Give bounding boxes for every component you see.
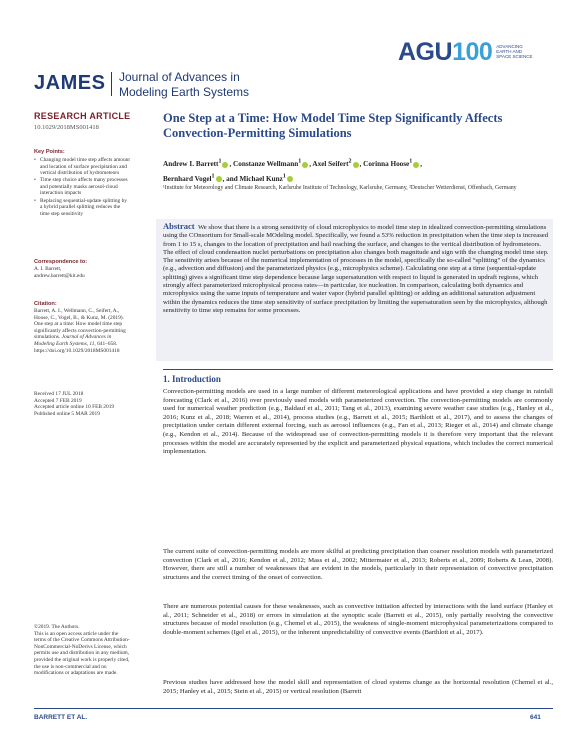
orcid-icon[interactable] — [287, 176, 293, 182]
author: Constanze Wellmann$^1$ , — [233, 159, 313, 169]
author: Michael Kunz$^1$ — [240, 175, 294, 183]
body-paragraph: Convection-permitting models are used in a large number of different meteorological applications and have provided a step change in rainfall forecasting (Clark et al., 2016) over previously used models with parameterized convection. The convection-permitting models are commonly used for numerical weather prediction (e.g., Baldauf et al., 2011; Tang et al., 2013), examining severe weather case studies (e.g., Hanley et al., 2016; Kunz et al., 2018; Warren et al., 2014), process studies (e.g., Barrett et al., 2015; Barthlott et al., 2017), and to assess the changes of precipitation under certain different external forcing, such as aerosol influences (e.g., Fan et al., 2013; Rieger et al., 2014) and climate change (e.g., Kendon et al., 2014). Because of the widespread use of convection-permitting models it is therefore very important that the relevant processes within the model are accurately represented by the explicit and parameterized physical equations, which includes the correct numerical implementation. — [163, 388, 553, 456]
author: Corinna Hoose$^1$ , — [363, 159, 423, 169]
agu-logo-word: AGU — [398, 38, 453, 66]
key-point: • Replacing sequential-update splitting by a hybrid parallel splitting reduces the time step sensitivity — [34, 198, 130, 218]
key-point: • Time step choice affects many processes and potentially masks aerosol-cloud interaction impacts — [34, 177, 130, 197]
article-type: RESEARCH ARTICLE — [34, 111, 131, 121]
doi[interactable]: 10.1029/2018MS001418 — [34, 124, 99, 131]
affiliations: ¹Institute for Meteorology and Climate Research, Karlsruhe Institute of Technology, Karlsruhe, Germany, ²Deutscher Wetterdienst, Offenbach, Germany — [163, 185, 517, 191]
agu-tagline: ADVANCING EARTH AND SPACE SCIENCE — [496, 44, 533, 60]
citation-heading: Citation: — [34, 301, 57, 307]
citation: Barrett, A. I., Wellmann, C., Seifert, A., Hoose, C., Vogel, B., & Kunz, M. (2019). One step at a time: How model time step significantly affects convection-permitting simulations. Journal of Advances in Modeling Earth Systems, 11, 641–658. https://doi.org/10.1029/2018MS001418 — [34, 308, 126, 354]
copyright-notice: ©2019. The Authors. This is an open access article under the terms of the Creative Commons Attribution-NonCommercial-NoDerivs License, which permits use and distribution in any medium, provided the original work is properly cited, the use is non-commercial and no modifications or adaptations are made. — [34, 624, 130, 677]
orcid-icon[interactable] — [302, 162, 308, 168]
abstract-label: Abstract — [163, 221, 195, 231]
author: Andrew I. Barrett$^1$ , — [163, 159, 234, 169]
body-paragraph: The current suite of convection-permitting models are more skilful at predicting precipitation than coarser resolution models with parameterized convection (Clark et al., 2016; Kendon et al., 2012; Mass et al., 2002; Mittermaier et al., 2013; Roberts et al., 2009; Roberts & Lean, 2008). However, there are still a number of weaknesses that are evident in the models, particularly in their representation of convective precipitation structures and the correct timing of the onset of convection. — [163, 548, 553, 581]
section-rule — [163, 369, 553, 370]
orcid-icon[interactable] — [222, 162, 228, 168]
correspondence-heading: Correspondence to: — [34, 259, 88, 265]
body-paragraph: Previous studies have addressed how the model skill and representation of cloud systems change as the horizontal resolution (Chemel et al., 2015; Hanley et al., 2015; Stein et al., 2015) or vertical resolution (Barrett — [163, 679, 553, 695]
abstract — [163, 222, 549, 315]
key-points-heading: Key Points: — [34, 149, 65, 155]
footer-running-head: BARRETT ET AL. — [34, 714, 88, 721]
article-dates: Received 17 JUL 2018 Accepted 7 FEB 2019 Accepted article online 10 FEB 2019 Published online 5 MAR 2019 — [34, 391, 115, 417]
section-heading: 1. Introduction — [163, 374, 221, 384]
journal-separator — [111, 72, 112, 96]
abstract-text: We show that there is a strong sensitivity of cloud microphysics to model time step in idealized convection-permitting simulations using the COnsortium for Small-scale MOdeling model. Specifically, we found a 53% reduction in precipitation when the time step is increased from 1 to 15 s, changes to the location of precipitation and hail reaching the surface, and changes to the vertical distribution of hydrometeors. The effect of cloud condensation nuclei perturbations on precipitation also changes both magnitude and sign with the changing model time step. The sensitivity arises because of the numerical implementation of processes in the model, specifically the so-called “splitting” of the dynamics (e.g., advection and diffusion) and the parameterized physics (e.g., microphysics scheme). Calculating one step at a time (sequential-update splitting) gives a significant time step dependence because large supersaturation with respect to liquid is generated in updraft regions, which strongly affect parameterized microphysical process rates—in particular, ice nucleation. In comparison, calculating both dynamics and microphysics using the same inputs of temperature and water vapor (hybrid parallel splitting) or adding an additional saturation adjustment within the dynamics reduces the time step sensitivity of surface precipitation by limiting the supersaturation seen by the microphysics, although sensitivity to time step remains for some processes. — [163, 224, 549, 314]
body-paragraph: There are numerous potential causes for these weaknesses, such as convective initiation affected by interactions with the land surface (Hanley et al., 2011; Schneider et al., 2018) or errors in simulation at the synoptic scale (Barrett et al., 2015), only partially resolving the convective structures because of model resolution (e.g., Chemel et al., 2015), the weakness of single-moment microphysical parameterizations compared to double-moment schemes (Igel et al., 2015), or the inherent unpredictability of convective events (Barthlott et al., 2017). — [163, 603, 553, 636]
key-point: • Changing model time step affects amount and location of surface precipitation and vertical distribution of hydrometeors — [34, 157, 130, 177]
journal-full-name: Journal of Advances in Modeling Earth Systems — [119, 70, 250, 99]
article-title: One Step at a Time: How Model Time Step Significantly Affects Convection-Permitting Simulations — [163, 111, 503, 140]
journal-abbrev: JAMES — [34, 72, 106, 94]
agu100-logo — [398, 38, 548, 66]
author: Bernhard Vogel$^1$ , and — [163, 173, 240, 183]
agu-logo-number: 100 — [452, 38, 493, 66]
author: Axel Seifert$^2$ , — [312, 159, 364, 169]
orcid-icon[interactable] — [413, 162, 419, 168]
orcid-icon[interactable] — [353, 162, 359, 168]
footer-rule — [34, 708, 553, 709]
page-number: 641 — [530, 714, 541, 721]
orcid-icon[interactable] — [216, 176, 222, 182]
correspondence: A. I. Barrett, andrew.barrett@kit.edu — [34, 266, 85, 279]
key-points — [34, 157, 130, 218]
author-list — [163, 156, 553, 185]
